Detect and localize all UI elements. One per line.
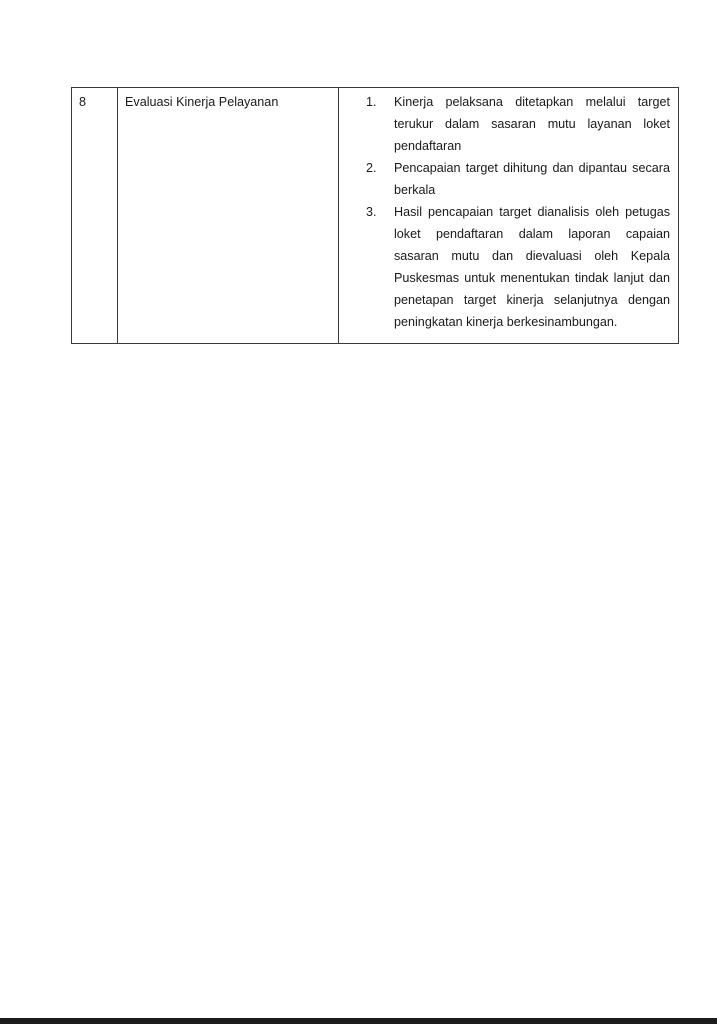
step-number: 2.: [366, 161, 377, 175]
bottom-edge-bar: [0, 1018, 717, 1024]
step-number: 3.: [366, 205, 377, 219]
row-number: 8: [79, 95, 87, 109]
step-number: 1.: [366, 95, 377, 109]
list-item: [366, 91, 670, 157]
procedure-table: [71, 87, 679, 344]
row-number-cell: [72, 88, 118, 344]
row-title: Evaluasi Kinerja Pelayanan: [125, 95, 279, 109]
step-text: Pencapaian target dihitung dan dipantau secara berkala: [394, 161, 670, 197]
step-text: Kinerja pelaksana ditetapkan melalui target terukur dalam sasaran mutu layanan loket pendaftaran: [394, 95, 670, 153]
list-item: [366, 201, 670, 333]
list-item: [366, 157, 670, 201]
row-title-cell: [118, 88, 339, 344]
step-text: Hasil pencapaian target dianalisis oleh petugas loket pendaftaran dalam laporan capaian sasaran mutu dan dievaluasi oleh Kepala Puskesmas untuk menentukan tindak lanjut dan penetapan target kinerja selanjutnya dengan peningkatan kinerja berkesinambungan.: [394, 205, 670, 329]
table-row: [72, 88, 679, 344]
row-description-cell: [339, 88, 679, 344]
steps-list: [366, 91, 670, 333]
